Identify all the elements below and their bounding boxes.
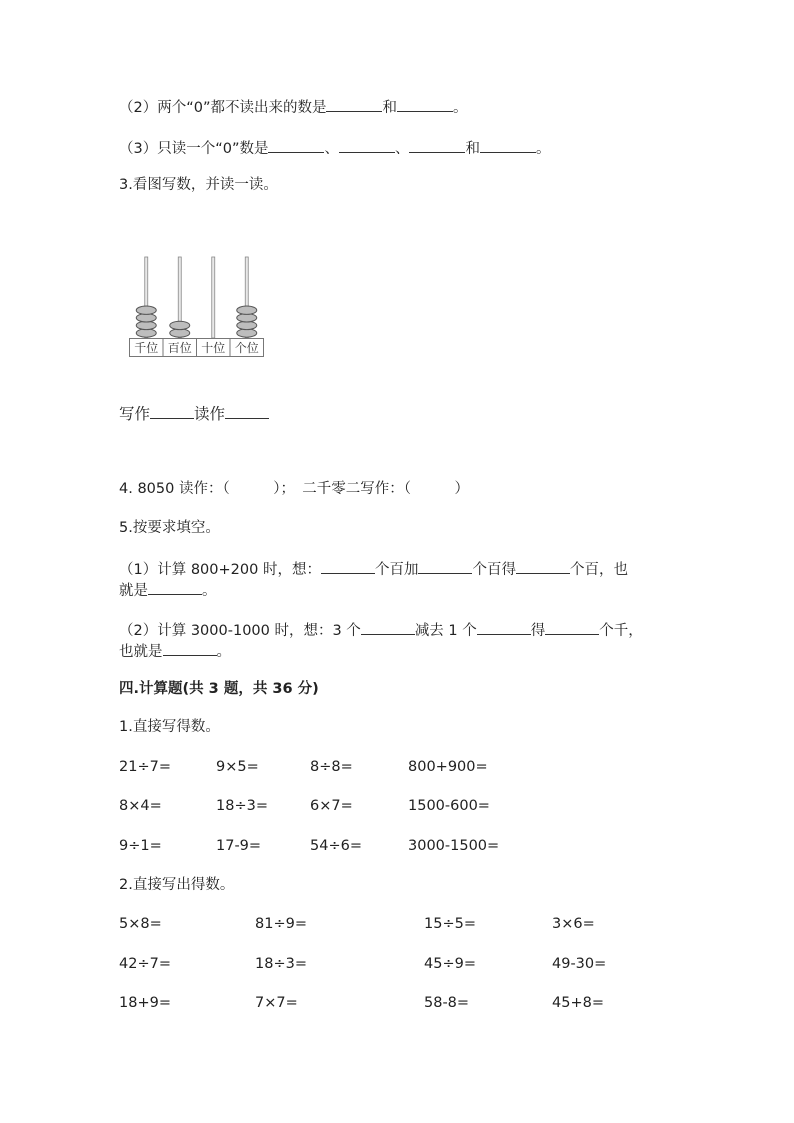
calc-item: 49-30= [552, 956, 607, 972]
abacus-place-label: 个位 [234, 341, 259, 355]
calc1-row [119, 796, 679, 816]
answer-blank[interactable] [361, 619, 415, 635]
answer-blank[interactable] [268, 137, 324, 153]
abacus-rods [145, 257, 249, 338]
calc-item: 3×6= [552, 916, 595, 932]
q2-part2-line [119, 96, 467, 118]
q3-answer-line [119, 403, 269, 424]
q5-p1-text-f: 。 [202, 583, 217, 599]
calc1-row [119, 757, 679, 777]
calc-item: 54÷6= [310, 838, 362, 854]
read-blank[interactable] [225, 403, 269, 419]
calc-item: 21÷7= [119, 759, 171, 775]
answer-blank[interactable] [545, 619, 599, 635]
q5-p1-text-d: 个百，也 [569, 562, 628, 578]
write-blank[interactable] [150, 403, 194, 419]
q2-part2-prefix: （2）两个“0”都不读出来的数是 [119, 100, 327, 116]
calc-item: 42÷7= [119, 956, 171, 972]
calc-item: 800+900= [408, 759, 488, 775]
answer-blank[interactable] [148, 579, 202, 595]
calc-item: 45÷9= [424, 956, 476, 972]
answer-blank[interactable] [409, 137, 465, 153]
section4-title: 四.计算题(共 3 题，共 36 分) [119, 681, 319, 697]
calc2-row [119, 954, 679, 974]
calc-item: 58-8= [424, 995, 470, 1011]
calc-item: 45+8= [552, 995, 604, 1011]
answer-blank[interactable] [339, 137, 395, 153]
q5-title: 5.按要求填空。 [119, 520, 220, 536]
q5-p2-line1 [119, 619, 643, 641]
abacus-place-label: 十位 [201, 341, 226, 355]
q5-p2-text-a: （2）计算 3000-1000 时，想：3 个 [119, 623, 361, 639]
calc-item: 3000-1500= [408, 838, 500, 854]
q2-part3-prefix: （3）只读一个“0”数是 [119, 141, 269, 157]
q3-title: 3.看图写数，并读一读。 [119, 177, 278, 193]
q5-p2-text-f: 。 [216, 644, 231, 660]
calc1-title: 1.直接写得数。 [119, 719, 220, 735]
answer-blank[interactable] [477, 619, 531, 635]
q5-p2-text-b: 减去 1 个 [414, 623, 477, 639]
answer-blank[interactable] [321, 558, 375, 574]
calc-item: 5×8= [119, 916, 162, 932]
calc-item: 8÷8= [310, 759, 353, 775]
answer-blank[interactable] [326, 96, 382, 112]
abacus-bead [136, 306, 156, 314]
q5-p1-text-b: 个百加 [374, 562, 419, 578]
calc2-row [119, 914, 679, 934]
answer-blank[interactable] [516, 558, 570, 574]
calc1-row [119, 836, 679, 856]
calc2-title: 2.直接写出得数。 [119, 877, 235, 893]
calc-item: 15÷5= [424, 916, 476, 932]
q5-p2-line2 [119, 640, 231, 662]
abacus-bead [237, 306, 257, 314]
q4-line: 4. 8050 读作：（ ）； 二千零二写作：（ ） [119, 481, 469, 497]
q2-part3-line [119, 137, 550, 159]
abacus-labels [134, 339, 259, 357]
q2-part3-sep1: 、 [324, 141, 339, 157]
q5-p2-text-c: 得 [530, 623, 546, 639]
calc-item: 18÷3= [216, 798, 268, 814]
answer-blank[interactable] [480, 137, 536, 153]
calc-item: 17-9= [216, 838, 262, 854]
write-label: 写作 [119, 405, 151, 423]
q5-p1-text-c: 个百得 [472, 562, 516, 578]
q5-p1-line2 [119, 579, 217, 601]
q5-p2-text-e: 也就是 [119, 644, 163, 660]
calc-item: 1500-600= [408, 798, 490, 814]
q2-part2-end: 。 [452, 100, 468, 116]
calc-item: 8×4= [119, 798, 162, 814]
q2-part3-end: 。 [535, 141, 551, 157]
read-label: 读作 [194, 405, 226, 423]
q5-p1-text-e: 就是 [119, 583, 148, 599]
answer-blank[interactable] [163, 640, 217, 656]
answer-blank[interactable] [397, 96, 453, 112]
q2-part2-and: 和 [382, 100, 397, 116]
answer-blank[interactable] [418, 558, 472, 574]
q2-part3-and: 和 [465, 141, 480, 157]
q2-part3-sep2: 、 [394, 141, 410, 157]
abacus-place-label: 千位 [134, 341, 159, 355]
abacus-beads [136, 306, 257, 337]
calc-item: 7×7= [255, 995, 298, 1011]
calc-item: 9×5= [216, 759, 259, 775]
abacus-bead [170, 321, 190, 329]
abacus-place-label: 百位 [167, 341, 192, 355]
calc-item: 18÷3= [255, 956, 307, 972]
calc2-row [119, 993, 679, 1013]
calc-item: 6×7= [310, 798, 353, 814]
calc-item: 9÷1= [119, 838, 162, 854]
q5-p1-text-a: （1）计算 800+200 时，想： [119, 562, 321, 578]
calc-item: 18+9= [119, 995, 171, 1011]
calc-item: 81÷9= [255, 916, 307, 932]
q5-p1-line1 [119, 558, 628, 580]
abacus-rod [212, 257, 215, 338]
q5-p2-text-d: 个千， [599, 623, 643, 639]
abacus-figure [129, 255, 265, 359]
